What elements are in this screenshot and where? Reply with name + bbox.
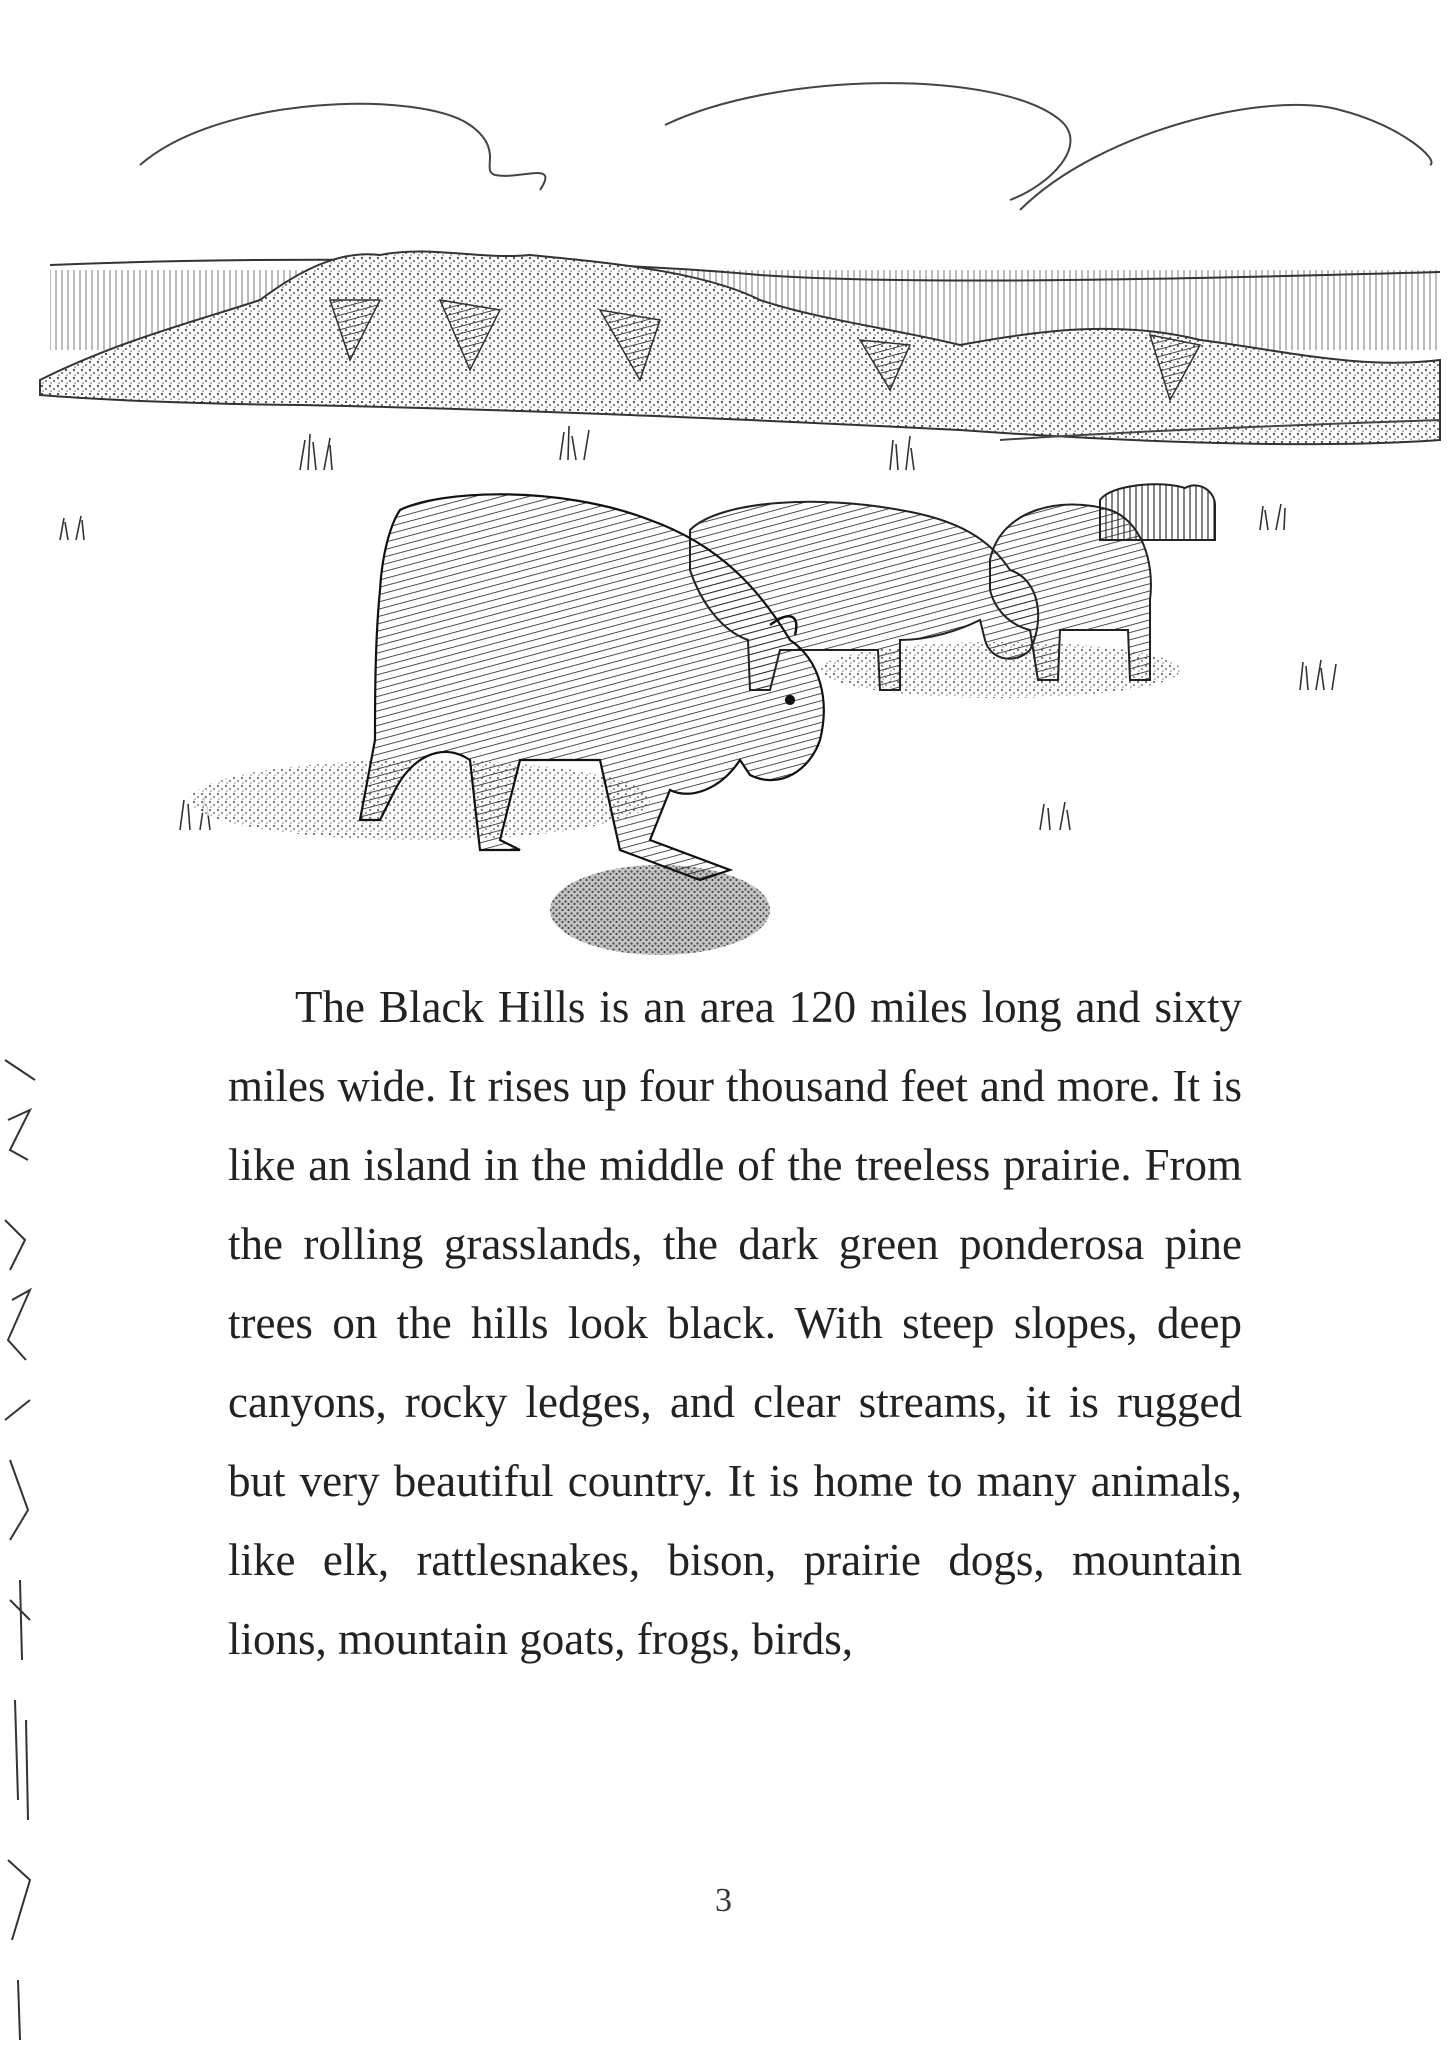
body-paragraph: The Black Hills is an area 120 miles long and sixty miles wide. It rises up four thousand feet and more. It is like an island in the middle of the treeless prairie. From the rolling grasslands, the dark green ponderosa pine trees on the hills look black. With steep slopes, deep canyons, rocky ledges, and clear streams, it is rugged but very beautiful country. It is home to many animals, like elk, rattlesnakes, bison, prairie dogs, mountain lions, mountain goats, frogs, birds, [228,982,1242,1664]
cloud-lines [140,83,1432,210]
bison-prairie-illustration [0,0,1447,960]
body-text-block [228,968,1242,1679]
page-number: 3 [715,1882,732,1919]
